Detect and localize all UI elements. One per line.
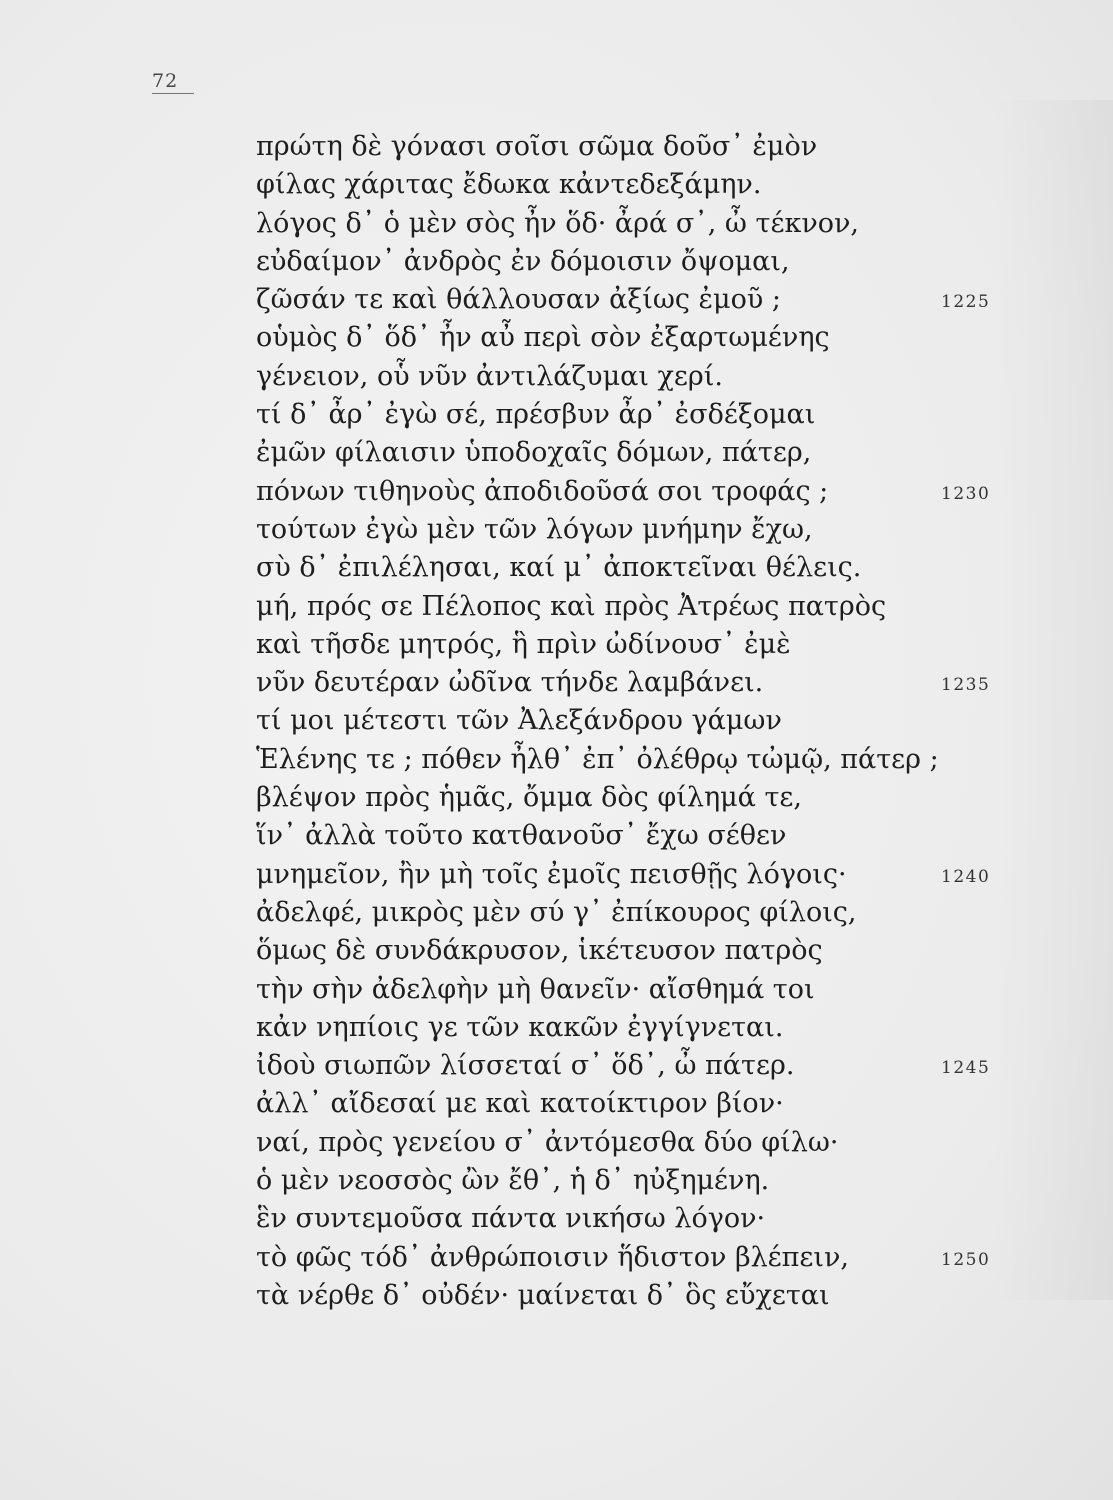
verse-line <box>256 588 1096 626</box>
line-number: 1225 <box>941 292 991 313</box>
verse-text: οὑμὸς δ᾽ ὅδ᾽ ἦν αὖ περὶ σὸν ἐξαρτωμένης <box>256 322 830 354</box>
verse-line <box>256 779 1096 817</box>
verse-line <box>256 205 1096 243</box>
line-number: 1235 <box>941 675 991 696</box>
verse-text: ὅμως δὲ συνδάκρυσον, ἱκέτευσον πατρὸς <box>256 935 823 967</box>
verse-text: σὺ δ᾽ ἐπιλέλησαι, καί μ᾽ ἀποκτεῖναι θέλεις. <box>256 552 862 584</box>
page-number: 72 <box>152 70 179 92</box>
verse-text: Ἑλένης τε ; πόθεν ἦλθ᾽ ἐπ᾽ ὀλέθρῳ τὠμῷ, πάτερ ; <box>256 743 939 775</box>
verse-line <box>256 1239 1096 1277</box>
verse-text: ἵν᾽ ἀλλὰ τοῦτο κατθανοῦσ᾽ ἔχω σέθεν <box>256 820 787 852</box>
verse-line <box>256 358 1096 396</box>
verse-text: εὐδαίμον᾽ ἀνδρὸς ἐν δόμοισιν ὄψομαι, <box>256 245 790 277</box>
verse-line <box>256 511 1096 549</box>
verse-line <box>256 702 1096 740</box>
verse-text: ὁ μὲν νεοσσὸς ὢν ἔθ᾽, ἡ δ᾽ ηὐξημένη. <box>256 1165 770 1197</box>
verse-line <box>256 128 1096 166</box>
verse-text: τούτων ἐγὼ μὲν τῶν λόγων μνήμην ἔχω, <box>256 513 813 545</box>
verse-text: ἐμῶν φίλαισιν ὑποδοχαῖς δόμων, πάτερ, <box>256 437 812 469</box>
line-number: 1240 <box>941 866 991 887</box>
verse-text: ἰδοὺ σιωπῶν λίσσεταί σ᾽ ὅδ᾽, ὦ πάτερ. <box>256 1050 795 1082</box>
verse-line <box>256 319 1096 357</box>
verse-text: τὸ φῶς τόδ᾽ ἀνθρώποισιν ἥδιστον βλέπειν, <box>256 1241 849 1273</box>
verse-text: τί δ᾽ ἆρ᾽ ἐγὼ σέ, πρέσβυν ἆρ᾽ ἐσδέξομαι <box>256 399 816 431</box>
verse-list <box>256 128 1096 1315</box>
verse-line <box>256 243 1096 281</box>
verse-text: γένειον, οὗ νῦν ἀντιλάζυμαι χερί. <box>256 360 723 392</box>
verse-text: ἓν συντεμοῦσα πάντα νικήσω λόγον· <box>256 1203 766 1235</box>
verse-line <box>256 396 1096 434</box>
verse-text: φίλας χάριτας ἔδωκα κἀντεδεξάμην. <box>256 169 762 201</box>
verse-line <box>256 1009 1096 1047</box>
verse-line <box>256 1162 1096 1200</box>
verse-line <box>256 166 1096 204</box>
line-number: 1250 <box>941 1249 991 1270</box>
verse-text: ἀδελφέ, μικρὸς μὲν σύ γ᾽ ἐπίκουρος φίλοις, <box>256 896 857 928</box>
verse-line <box>256 741 1096 779</box>
verse-line <box>256 1277 1096 1315</box>
verse-line <box>256 281 1096 319</box>
verse-line <box>256 817 1096 855</box>
verse-text: ζῶσάν τε καὶ θάλλουσαν ἀξίως ἐμοῦ ; <box>256 284 781 316</box>
verse-text: βλέψον πρὸς ἡμᾶς, ὄμμα δὸς φίλημά τε, <box>256 782 802 814</box>
verse-text: μνημεῖον, ἢν μὴ τοῖς ἐμοῖς πεισθῇς λόγοις· <box>256 858 847 890</box>
verse-line <box>256 549 1096 587</box>
verse-text: ναί, πρὸς γενείου σ᾽ ἀντόμεσθα δύο φίλω· <box>256 1126 839 1158</box>
verse-line <box>256 894 1096 932</box>
verse-text: πρώτη δὲ γόνασι σοῖσι σῶμα δοῦσ᾽ ἐμὸν <box>256 131 818 162</box>
verse-line <box>256 473 1096 511</box>
verse-line <box>256 626 1096 664</box>
verse-text: τὰ νέρθε δ᾽ οὐδέν· μαίνεται δ᾽ ὃς εὔχεται <box>256 1279 830 1311</box>
verse-line <box>256 1124 1096 1162</box>
verse-text: τί μοι μέτεστι τῶν Ἀλεξάνδρου γάμων <box>256 705 782 737</box>
verse-line <box>256 434 1096 472</box>
verse-text: ἀλλ᾽ αἴδεσαί με καὶ κατοίκτιρον βίον· <box>256 1088 784 1120</box>
verse-text: πόνων τιθηνοὺς ἀποδιδοῦσά σοι τροφάς ; <box>256 475 829 507</box>
line-number: 1245 <box>941 1058 991 1079</box>
verse-text: μή, πρός σε Πέλοπος καὶ πρὸς Ἀτρέως πατρὸς <box>256 590 887 622</box>
verse-line <box>256 932 1096 970</box>
verse-text: τὴν σὴν ἀδελφὴν μὴ θανεῖν· αἴσθημά τοι <box>256 973 815 1005</box>
verse-line <box>256 1200 1096 1238</box>
verse-text: λόγος δ᾽ ὁ μὲν σὸς ἦν ὅδ· ἆρά σ᾽, ὦ τέκνον, <box>256 207 859 239</box>
verse-text: καὶ τῆσδε μητρός, ἣ πρὶν ὠδίνουσ᾽ ἐμὲ <box>256 628 791 660</box>
verse-line <box>256 856 1096 894</box>
verse-line <box>256 1047 1096 1085</box>
line-number: 1230 <box>941 483 991 504</box>
verse-text: κἀν νηπίοις γε τῶν κακῶν ἐγγίγνεται. <box>256 1011 784 1043</box>
verse-line <box>256 664 1096 702</box>
verse-text: νῦν δευτέραν ὠδῖνα τήνδε λαμβάνει. <box>256 667 764 699</box>
verse-line <box>256 1085 1096 1123</box>
verse-line <box>256 971 1096 1009</box>
